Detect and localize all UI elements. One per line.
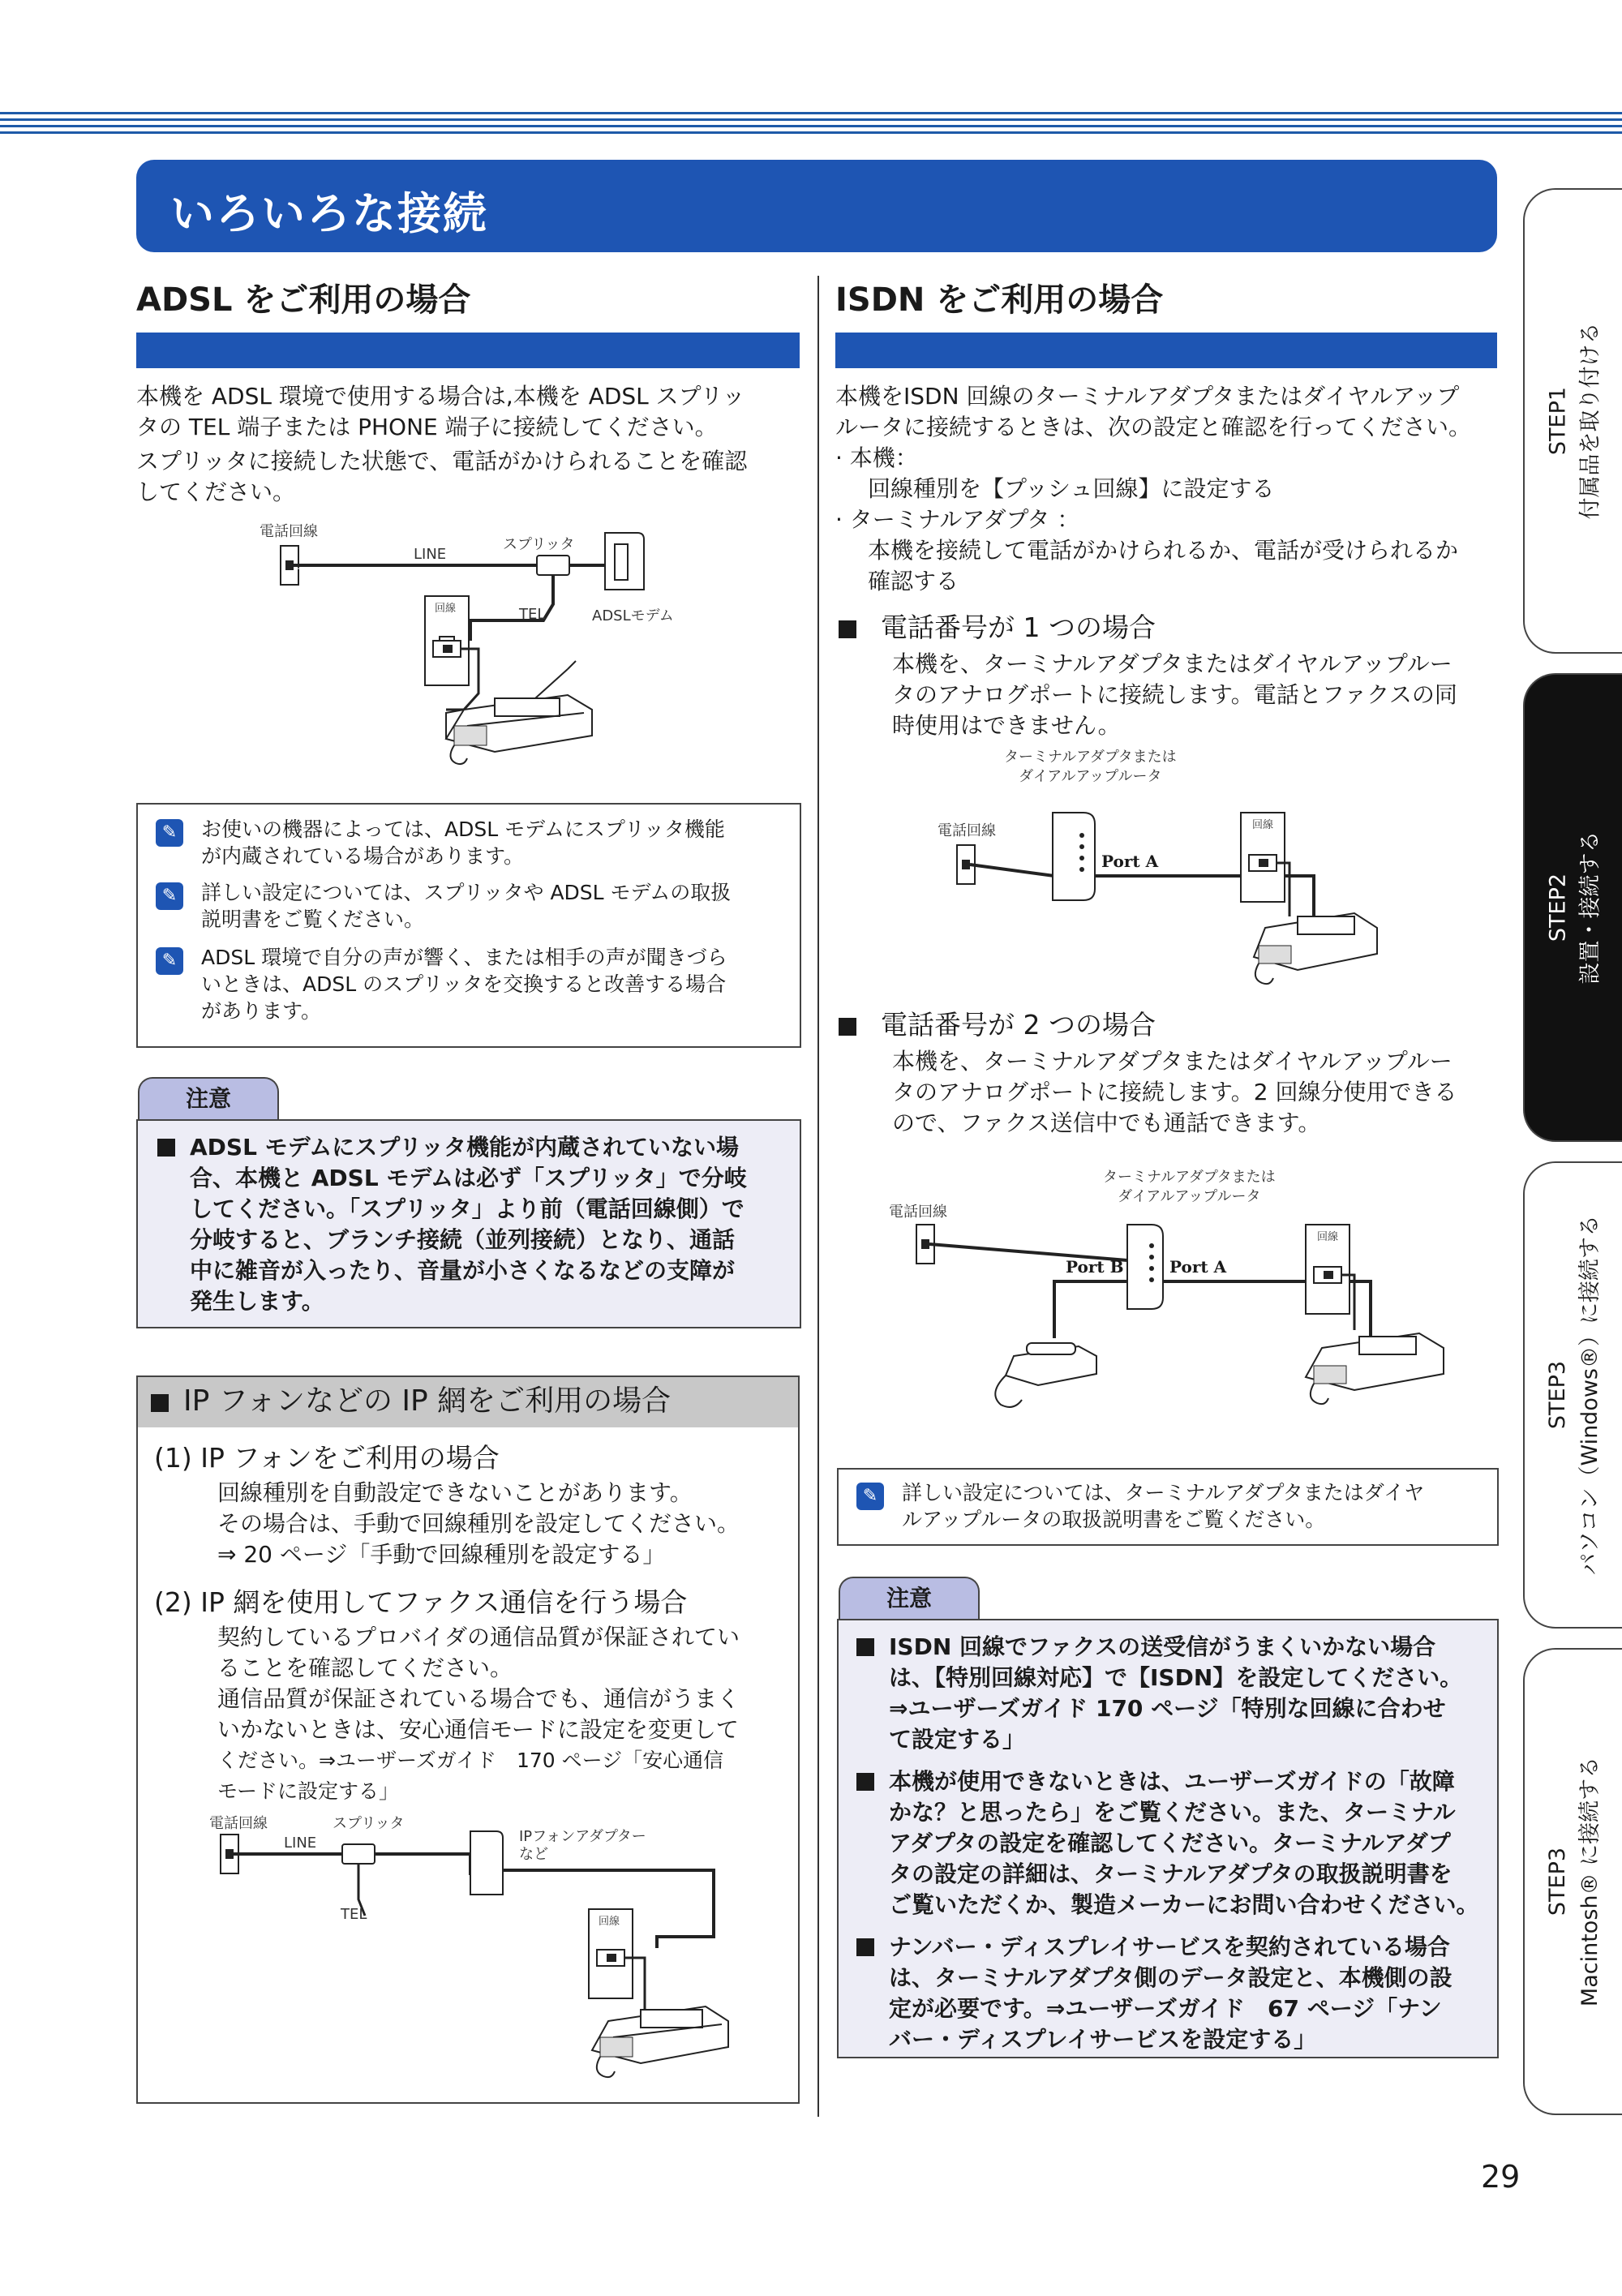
isdn-one-diagram: ターミナルアダプタまたは ダイアルアップルータ 電話回線 Port A 回線 bbox=[933, 754, 1387, 998]
adsl-caution-box bbox=[136, 1119, 801, 1328]
isdn-caution-2: 本機が使用できないときは、ユーザーズガイドの「故障 かな？と思ったら」をご覧ください。また、ターミナル アダプタの設定を確認してください。ターミナルアダプ タの設定の詳細は、ターミナルアダプタの取扱説明書を ご覧いただくか、製造メーカーにお問い合わせください。 bbox=[856, 1766, 1478, 1920]
bullet-square bbox=[157, 1139, 175, 1157]
bullet-square bbox=[856, 1938, 874, 1956]
adsl-para2: スプリッタに接続した状態で、電話がかけられることを確認 してください。 bbox=[136, 448, 748, 505]
adsl-para1: 本機を ADSL 環境で使用する場合は,本機を ADSL スプリッ タの TEL 端子または PHONE 端子に接続してください。 bbox=[136, 383, 745, 440]
bullet-square bbox=[839, 620, 856, 638]
isdn-heading-bar bbox=[835, 333, 1497, 368]
isdn-caution-tab: 注意 bbox=[839, 1577, 980, 1619]
adsl-note-1: お使いの機器によっては、ADSL モデムにスプリッタ機能 が内蔵されている場合があります。 bbox=[201, 818, 725, 868]
adsl-note-3: ADSL 環境で自分の声が響く、または相手の声が聞きづら いときは、ADSL のスプリッタを交換すると改善する場合 があります。 bbox=[201, 946, 727, 1023]
column-divider bbox=[817, 276, 819, 2117]
tab-step3-macintosh[interactable]: STEP3 Macintosh® に接続する bbox=[1523, 1648, 1622, 2115]
bullet-square bbox=[856, 1638, 874, 1656]
bullet-square bbox=[151, 1394, 169, 1412]
ip-s2-body: 契約しているプロバイダの通信品質が保証されてい ることを確認してください。 通信品質が保証されている場合でも、通信がうまく いかないときは、安心通信モードに設定を変更して ください。⇒ユーザーズガイド 170 ページ「安心通信 モードに設定する」 bbox=[217, 1624, 740, 1803]
isdn-heading: ISDN をご利用の場合 bbox=[835, 281, 1164, 319]
ip-section-header: IP フォンなどの IP 網をご利用の場合 bbox=[136, 1375, 800, 1431]
adsl-notes-box bbox=[136, 803, 801, 1048]
isdn-two-title: 電話番号が 2 つの場合 bbox=[839, 1004, 1156, 1042]
isdn-one-diagram-svg bbox=[933, 754, 1387, 998]
page-number: 29 bbox=[1481, 2159, 1521, 2195]
isdn-note: 詳しい設定については、ターミナルアダプタまたはダイヤ ルアップルータの取扱説明書をご覧ください。 bbox=[902, 1481, 1425, 1531]
adsl-caution-tab: 注意 bbox=[138, 1077, 279, 1119]
page-title: いろいろな接続 bbox=[170, 188, 488, 239]
ip-diagram-svg bbox=[203, 1810, 738, 2094]
bullet-square bbox=[856, 1773, 874, 1791]
top-rule bbox=[0, 118, 1622, 121]
ip-s2-title: (2) IP 網を使用してファクス通信を行う場合 bbox=[154, 1586, 688, 1618]
tab-step1[interactable]: STEP1 付属品を取り付ける bbox=[1523, 188, 1622, 654]
adsl-heading-bar bbox=[136, 333, 800, 368]
isdn-caution-3: ナンバー・ディスプレイサービスを契約されている場合 は、ターミナルアダプタ側のデータ設定と、本機側の設 定が必要です。⇒ユーザーズガイド 67 ページ「ナン バー・ディスプレイサービスを設定する」 bbox=[856, 1932, 1453, 2055]
isdn-two-diagram-svg bbox=[884, 1176, 1484, 1436]
isdn-bullets: · 本機： 回線種別を【プッシュ回線】に設定する · ターミナルアダプタ ： 本機を接続して電話がかけられるか、電話が受けられるか 確認する bbox=[835, 444, 1459, 594]
bullet-square bbox=[839, 1018, 856, 1036]
adsl-connection-diagram: 電話回線 LINE スプリッタ TEL ADSLモデム 回線 bbox=[251, 515, 706, 783]
isdn-one-title: 電話番号が 1 つの場合 bbox=[839, 607, 1156, 645]
isdn-caution-1: ISDN 回線でファクスの送受信がうまくいかない場合 は、【特別回線対応】で【ISDN】を設定してください。 ⇒ユーザーズガイド 170 ページ「特別な回線に合わせ て設定する」 bbox=[856, 1632, 1462, 1755]
memo-icon: ✎ bbox=[156, 882, 183, 910]
tab-step3-windows[interactable]: STEP3 パソコン（Windows®）に接続する bbox=[1523, 1161, 1622, 1629]
page-title-bar bbox=[136, 160, 1497, 252]
memo-icon: ✎ bbox=[156, 819, 183, 847]
memo-icon: ✎ bbox=[856, 1483, 884, 1510]
isdn-intro: 本機をISDN 回線のターミナルアダプタまたはダイヤルアップ ルータに接続するときは、次の設定と確認を行ってください。 bbox=[835, 383, 1472, 440]
adsl-diagram-svg bbox=[251, 515, 706, 783]
top-rule bbox=[0, 131, 1622, 134]
top-rule bbox=[0, 125, 1622, 127]
isdn-note-box bbox=[837, 1468, 1499, 1546]
isdn-one-body: 本機を、ターミナルアダプタまたはダイヤルアップルー タのアナログポートに接続します。電話とファクスの同 時使用はできません。 bbox=[892, 650, 1457, 739]
adsl-note-2: 詳しい設定については、スプリッタや ADSL モデムの取扱 説明書をご覧ください。 bbox=[201, 881, 732, 931]
adsl-caution-text: ADSL モデムにスプリッタ機能が内蔵されていない場 合、本機と ADSL モデムは必ず「スプリッタ」で分岐 してください。「スプリッタ」より前（電話回線側）で 分岐すると、ブランチ接続（並列接続）となり、通話 中に雑音が入ったり、音量が小さくなるなどの支障が 発生します。 bbox=[157, 1132, 747, 1317]
tab-step2[interactable]: STEP2 設置・接続する bbox=[1523, 673, 1622, 1142]
adsl-heading: ADSL をご利用の場合 bbox=[136, 281, 471, 319]
ip-connection-diagram: 電話回線 LINE スプリッタ TEL IPフォンアダプター など 回線 bbox=[203, 1810, 738, 2094]
isdn-caution-box bbox=[837, 1619, 1499, 2058]
memo-icon: ✎ bbox=[156, 947, 183, 975]
top-rule bbox=[0, 112, 1622, 114]
ip-s1-title: (1) IP フォンをご利用の場合 bbox=[154, 1442, 500, 1474]
isdn-two-diagram: ターミナルアダプタまたは ダイアルアップルータ 電話回線 Port B Port A 回線 bbox=[884, 1176, 1484, 1436]
isdn-two-body: 本機を、ターミナルアダプタまたはダイヤルアップルー タのアナログポートに接続します。2 回線分使用できる ので、ファクス送信中でも通話できます。 bbox=[892, 1048, 1457, 1136]
ip-s1-body: 回線種別を自動設定できないことがあります。 その場合は、手動で回線種別を設定してください。 ⇒ 20 ページ「手動で回線種別を設定する」 bbox=[217, 1479, 740, 1568]
